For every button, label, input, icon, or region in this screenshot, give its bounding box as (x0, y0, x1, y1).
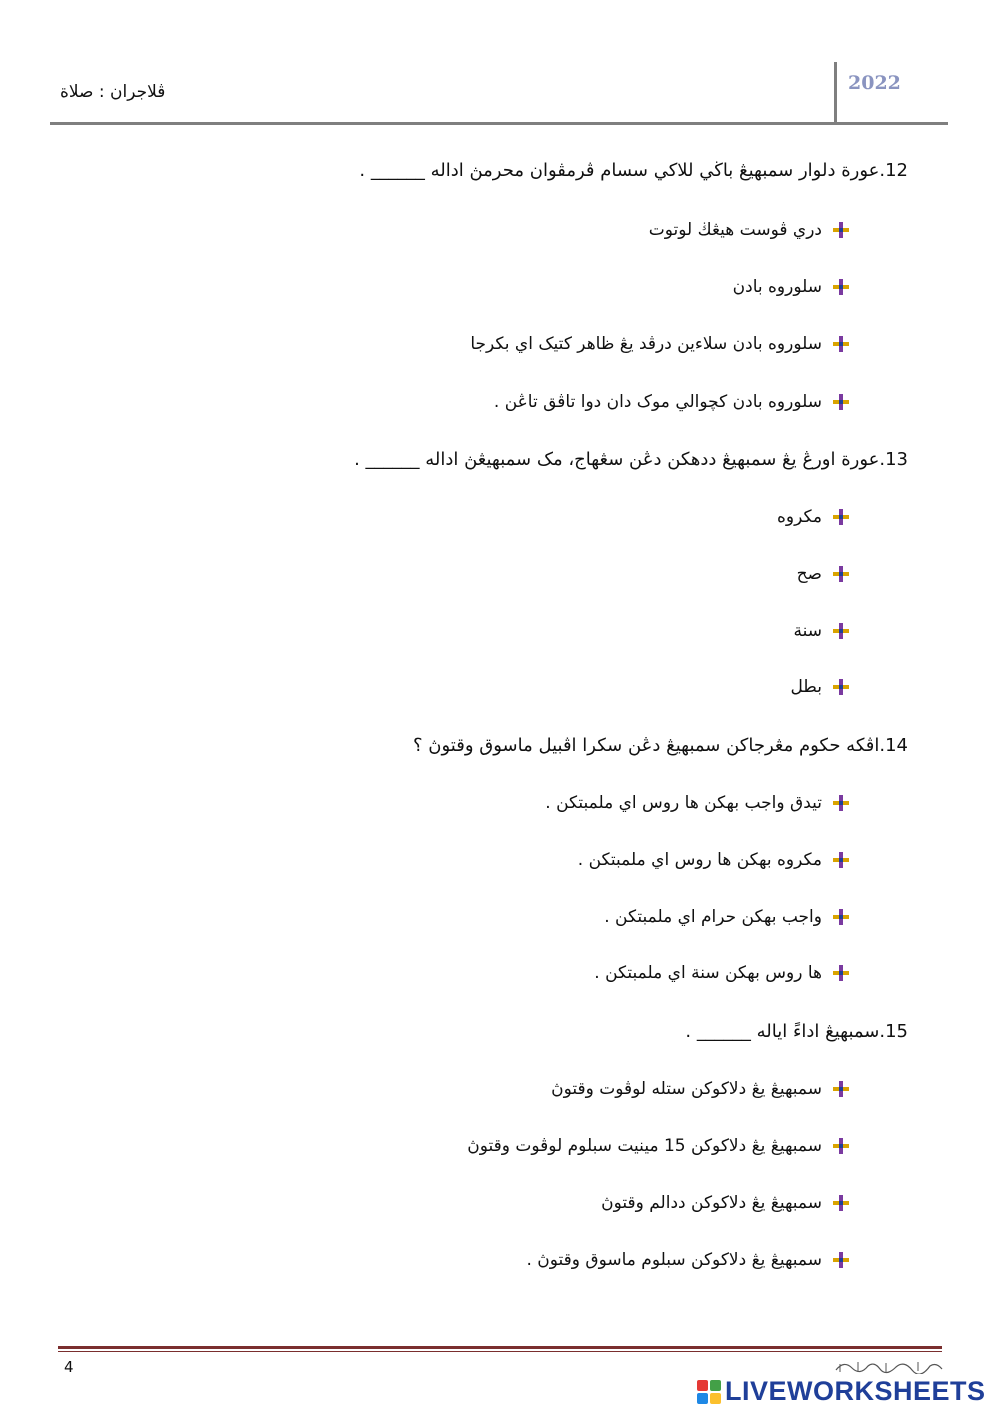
plus-bullet-icon (832, 1080, 850, 1098)
plus-bullet-icon (832, 393, 850, 411)
option-label: سلوروه بادن سلاءين درڤد يڠ ظاهر کتيک اي بکرجا (470, 334, 822, 354)
plus-bullet-icon (832, 565, 850, 583)
option-14-b[interactable] (578, 850, 850, 870)
subject-title: ڤلاجران : صلاة (60, 82, 166, 102)
option-label: بطل (790, 677, 822, 697)
plus-bullet-icon (832, 794, 850, 812)
option-13-d[interactable] (790, 677, 850, 697)
option-13-a[interactable] (777, 507, 850, 527)
option-label: سنة (793, 621, 822, 641)
plus-bullet-icon (832, 278, 850, 296)
header-divider-vertical (834, 62, 837, 124)
plus-bullet-icon (832, 964, 850, 982)
option-12-a[interactable] (649, 220, 850, 240)
option-label: سلوروه بادن کچوالي موک دان دوا تاڤق تاڠن . (493, 392, 822, 412)
question-13: 13.عورة اورڠ يڠ سمبهيڠ ددهکن دڠن سڠهاج، مک سمبهيڠڽ اداله ______ . (354, 449, 908, 470)
page-number: 4 (64, 1358, 74, 1376)
footer-divider-thin (58, 1351, 942, 1352)
plus-bullet-icon (832, 508, 850, 526)
plus-bullet-icon (832, 1251, 850, 1269)
liveworksheets-brand[interactable] (697, 1376, 986, 1407)
option-12-c[interactable] (470, 334, 850, 354)
option-label: ها روس بهکن سنة اي ملمبتکن . (594, 963, 822, 983)
option-label: دري ڤوست هيڠڬ لوتوت (648, 220, 822, 240)
option-13-c[interactable] (794, 621, 851, 641)
plus-bullet-icon (832, 622, 850, 640)
question-14: 14.اڤکه حکوم مڠرجاکن سمبهيڠ دڠن سکرا اڤبيل ماسوق وقتوڽ ؟ (413, 735, 908, 756)
option-15-b[interactable] (467, 1136, 850, 1156)
plus-bullet-icon (832, 335, 850, 353)
option-label: واجب بهکن حرام اي ملمبتکن . (604, 907, 822, 927)
plus-bullet-icon (832, 678, 850, 696)
option-12-d[interactable] (494, 392, 850, 412)
option-label: تيدق واجب بهکن ها روس اي ملمبتکن . (545, 793, 822, 813)
header-divider-horizontal (50, 122, 948, 125)
plus-bullet-icon (832, 1194, 850, 1212)
option-14-c[interactable] (604, 907, 850, 927)
option-label: سمبهيڠ يڠ دلاکوکن سبلوم ماسوق وقتوڽ . (526, 1250, 822, 1270)
option-14-d[interactable] (594, 963, 850, 983)
option-label: مکروه بهکن ها روس اي ملمبتکن . (577, 850, 822, 870)
option-13-b[interactable] (797, 564, 850, 584)
plus-bullet-icon (832, 1137, 850, 1155)
question-15: 15.سمبهيڠ اداءً اياله ______ . (685, 1021, 908, 1042)
option-12-b[interactable] (733, 277, 850, 297)
year-label: 2022 (848, 72, 901, 94)
liveworksheets-logo-icon (697, 1380, 721, 1404)
plus-bullet-icon (832, 221, 850, 239)
option-label: مکروه (777, 507, 822, 527)
option-label: سمبهيڠ يڠ دلاکوکن ددالم وقتوڽ (601, 1193, 822, 1213)
option-15-d[interactable] (526, 1250, 850, 1270)
brand-label: LIVEWORKSHEETS (725, 1376, 986, 1406)
option-15-c[interactable] (601, 1193, 850, 1213)
page-header (0, 0, 1000, 130)
question-12: 12.عورة دلوار سمبهيڠ باڬي للاکي سسام ڤرمڤوان محرمڽ اداله ______ . (359, 160, 908, 181)
footer-divider (58, 1346, 942, 1349)
option-label: صح (796, 564, 822, 584)
option-15-a[interactable] (551, 1079, 850, 1099)
option-label: سمبهيڠ يڠ دلاکوکن 15 مينيت سبلوم لوڤوت وقتوڽ (467, 1136, 822, 1156)
option-label: سمبهيڠ يڠ دلاکوکن ستله لوڤوت وقتوڽ (551, 1079, 822, 1099)
option-14-a[interactable] (545, 793, 850, 813)
option-label: سلوروه بادن (732, 277, 822, 297)
plus-bullet-icon (832, 908, 850, 926)
plus-bullet-icon (832, 851, 850, 869)
calligraphy-emblem-icon (834, 1358, 944, 1374)
